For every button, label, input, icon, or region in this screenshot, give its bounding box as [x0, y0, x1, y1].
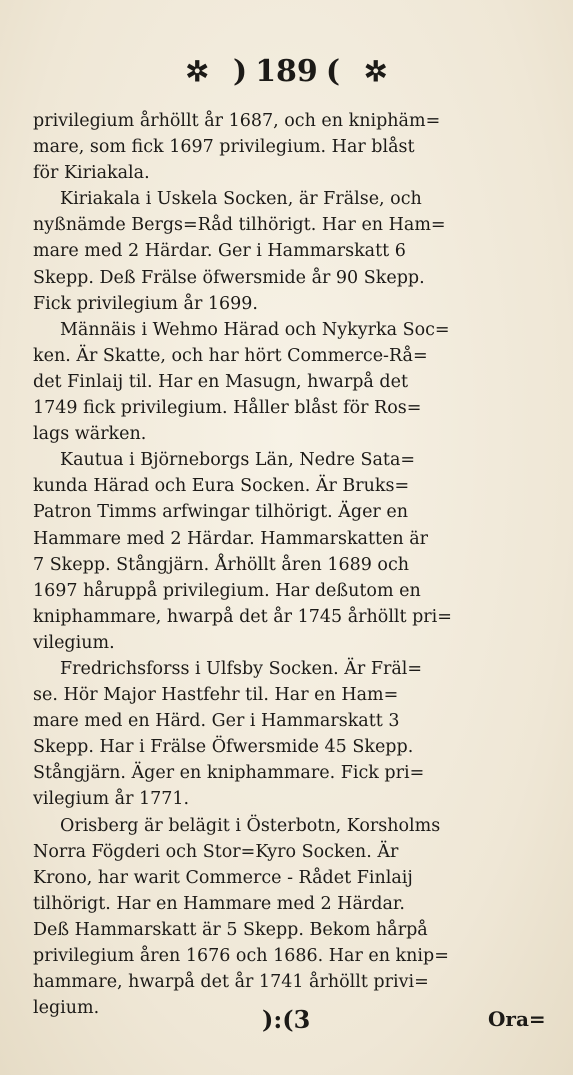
- text-line: Skepp. Har i Frälse Öfwersmide 45 Skepp.: [33, 737, 414, 758]
- header-paren-right: (: [325, 53, 341, 89]
- text-line: kunda Härad och Eura Socken. Är Bruks=: [33, 476, 410, 497]
- text-line: kniphammare, hwarpå det år 1745 århöllt pri=: [33, 606, 452, 627]
- catchword: Ora=: [488, 1007, 546, 1031]
- text-line: privilegium århöllt år 1687, och en kniphäm=: [33, 111, 441, 131]
- text-line: privilegium åren 1676 och 1686. Har en knip=: [33, 946, 449, 966]
- text-line: Fick privilegium år 1699.: [33, 293, 258, 314]
- text-line: Kautua i Björneborgs Län, Nedre Sata=: [60, 450, 416, 471]
- text-line: se. Hör Major Hastfehr til. Har en Ham=: [33, 685, 399, 706]
- text-line: Fredrichsforss i Ulfsby Socken. Är Fräl=: [60, 658, 423, 679]
- text-line: Skepp. Deß Frälse öfwersmide år 90 Skepp.: [33, 267, 425, 288]
- text-line: 1749 fick privilegium. Håller blåst för Ros=: [33, 398, 422, 419]
- text-line: det Finlaij til. Har en Masugn, hwarpå det: [33, 371, 408, 392]
- text-line: lags wärken.: [33, 424, 147, 445]
- text-line: Männäis i Wehmo Härad och Nykyrka Soc=: [60, 319, 450, 340]
- text-line: Deß Hammarskatt är 5 Skepp. Bekom hårpå: [33, 919, 428, 940]
- text-line: Orisberg är belägit i Österbotn, Korsholms: [60, 815, 441, 836]
- text-line: mare med 2 Härdar. Ger i Hammarskatt 6: [33, 241, 406, 262]
- page-number: 189: [255, 53, 318, 89]
- text-line: för Kiriakala.: [33, 163, 150, 184]
- text-line: tilhörigt. Har en Hammare med 2 Härdar.: [33, 893, 405, 914]
- text-line: legium.: [33, 998, 100, 1019]
- text-line: Hammare med 2 Härdar. Hammarskatten är: [33, 528, 429, 549]
- text-line: mare med en Härd. Ger i Hammarskatt 3: [33, 711, 400, 732]
- text-line: Kiriakala i Uskela Socken, är Frälse, och: [60, 189, 422, 210]
- text-line: vilegium år 1771.: [33, 789, 190, 810]
- text-line: hammare, hwarpå det år 1741 århöllt privi=: [33, 972, 429, 993]
- text-line: Krono, har warit Commerce - Rådet Finlaij: [33, 867, 413, 888]
- body-text: [33, 108, 543, 1021]
- ornament-right-icon: ✲: [364, 54, 388, 88]
- text-line: 1697 håruppå privilegium. Har deßutom en: [33, 580, 421, 601]
- ornament-left-icon: ✲: [185, 54, 209, 88]
- page-footer: [0, 1005, 573, 1041]
- text-line: Norra Fögderi och Stor=Kyro Socken. Är: [33, 841, 399, 862]
- text-line: 7 Skepp. Stångjärn. Århöllt åren 1689 och: [33, 554, 410, 575]
- running-header: [0, 48, 573, 94]
- text-line: nyßnämde Bergs=Råd tilhörigt. Har en Ham=: [33, 215, 446, 236]
- text-line: Patron Timms arfwingar tilhörigt. Äger en: [33, 502, 408, 523]
- text-line: ken. Är Skatte, och har hört Commerce-Rå=: [33, 345, 428, 366]
- text-line: mare, som fick 1697 privilegium. Har blåst: [33, 137, 415, 158]
- header-paren-left: ): [232, 53, 248, 89]
- text-line: Stångjärn. Äger en kniphammare. Fick pri=: [33, 763, 425, 784]
- text-line: vilegium.: [33, 632, 115, 653]
- signature-mark: ):(3: [262, 1005, 311, 1034]
